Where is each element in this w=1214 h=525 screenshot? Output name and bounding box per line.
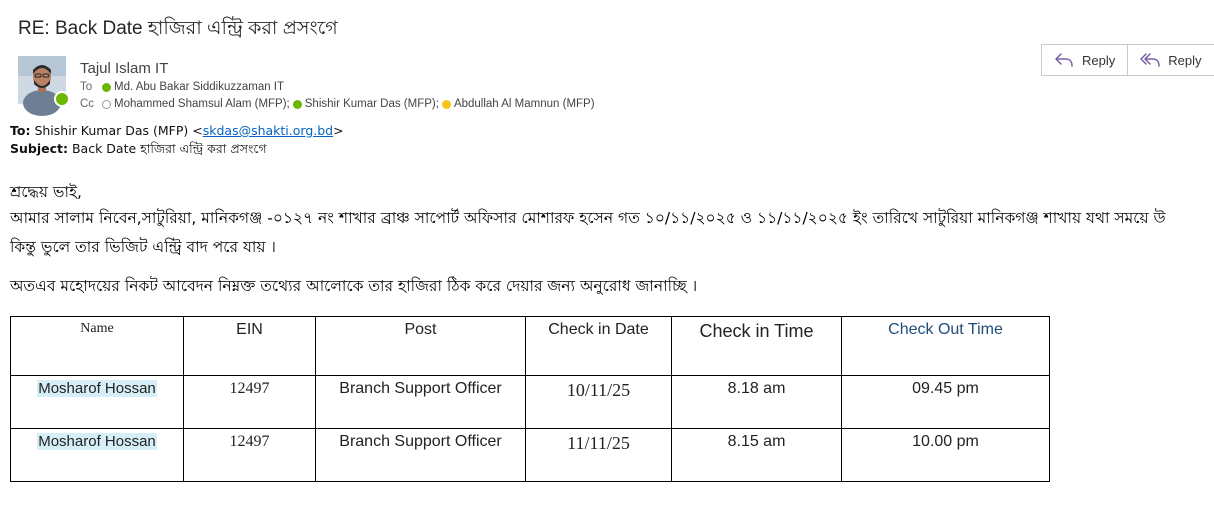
- column-header-ein: EIN: [184, 317, 316, 376]
- cell-check-in-date: 10/11/25: [526, 376, 672, 429]
- body-paragraph-1: আমার সালাম নিবেন,সাটুরিয়া, মানিকগঞ্জ -০১২৭ নং শাখার ব্রাঞ্চ সাপোর্ট অফিসার মোশারফ হসেন গত ১০/১১/২০২৫ ও ১১/১১/২০২৫ ইং তারিখে সাটুরিয়া মানিকগঞ্জ শাখায় যথা সময়ে উ: [10, 209, 1166, 227]
- reply-all-label: Reply: [1168, 52, 1202, 68]
- presence-available-icon: [102, 83, 111, 92]
- reply-button-group: [1041, 44, 1214, 76]
- table-row: [11, 429, 1050, 482]
- recipient-name: Shishir Kumar Das (MFP);: [304, 98, 439, 110]
- email-link[interactable]: skdas@shakti.org.bd: [202, 123, 334, 138]
- cell-post: Branch Support Officer: [316, 429, 526, 482]
- recipient[interactable]: [442, 98, 595, 110]
- forwarded-subject-label: Subject:: [10, 141, 68, 156]
- cell-check-in-time: 8.15 am: [672, 429, 842, 482]
- presence-unknown-icon: [102, 100, 111, 109]
- column-header-name: Name: [11, 317, 184, 376]
- cell-check-in-time: 8.18 am: [672, 376, 842, 429]
- cell-check-out-time: 10.00 pm: [842, 429, 1050, 482]
- forwarded-subject-line: [10, 141, 267, 161]
- body-paragraph-2: কিন্তু ভুলে তার ভিজিট এন্ট্রি বাদ পরে যায় ।: [10, 238, 276, 256]
- to-recipients: [80, 81, 287, 93]
- column-header-post: Post: [316, 317, 526, 376]
- cell-check-out-time: 09.45 pm: [842, 376, 1050, 429]
- highlighted-name: Mosharof Hossan: [38, 380, 156, 397]
- body-greeting: শ্রদ্ধেয় ভাই,: [10, 183, 82, 201]
- table-row: [11, 376, 1050, 429]
- presence-away-icon: [442, 100, 451, 109]
- sender-name[interactable]: Tajul Islam IT: [80, 60, 169, 77]
- table-header-row: [11, 317, 1050, 376]
- cell-check-in-date: 11/11/25: [526, 429, 672, 482]
- attendance-table: [10, 316, 1050, 482]
- forwarded-to-close: >: [333, 123, 344, 138]
- reply-button[interactable]: [1042, 45, 1127, 75]
- forwarded-to-line: [10, 123, 344, 138]
- recipient[interactable]: [102, 81, 284, 93]
- reply-all-arrow-icon: [1140, 52, 1160, 68]
- email-subject: RE: Back Date হাজিরা এন্ট্রি করা প্রসংগে: [18, 18, 338, 39]
- cell-name: [11, 376, 184, 429]
- column-header-check-in-date: Check in Date: [526, 317, 672, 376]
- recipient-name: Abdullah Al Mamnun (MFP): [453, 98, 595, 110]
- reply-arrow-icon: [1054, 52, 1074, 68]
- forwarded-to-label: To:: [10, 123, 31, 138]
- recipient[interactable]: [293, 98, 439, 110]
- body-paragraph-3: অতএব মহোদয়ের নিকট আবেদন নিম্নক্ত তথ্যের আলোকে তার হাজিরা ঠিক করে দেয়ার জন্য অনুরোধ জানাচ্ছি ।: [10, 277, 698, 295]
- reply-label: Reply: [1082, 52, 1116, 68]
- cc-recipients: [80, 98, 598, 110]
- column-header-check-in-time: Check in Time: [672, 317, 842, 376]
- cell-name: [11, 429, 184, 482]
- recipient-name: Mohammed Shamsul Alam (MFP);: [114, 98, 290, 110]
- recipient[interactable]: [102, 98, 290, 110]
- to-label: To: [80, 81, 93, 93]
- highlighted-name: Mosharof Hossan: [38, 433, 156, 450]
- cell-ein: 12497: [184, 376, 316, 429]
- cell-post: Branch Support Officer: [316, 376, 526, 429]
- column-header-check-out-time: Check Out Time: [842, 317, 1050, 376]
- reply-all-button[interactable]: [1127, 45, 1213, 75]
- presence-status-icon: [54, 91, 70, 107]
- cc-label: Cc: [80, 98, 95, 110]
- recipient-name: Md. Abu Bakar Siddikuzzaman IT: [114, 81, 285, 93]
- forwarded-to-name: Shishir Kumar Das (MFP) <: [34, 123, 203, 138]
- presence-available-icon: [293, 100, 302, 109]
- forwarded-subject-value: Back Date হাজিরা এন্ট্রি করা প্রসংগে: [71, 141, 267, 156]
- cell-ein: 12497: [184, 429, 316, 482]
